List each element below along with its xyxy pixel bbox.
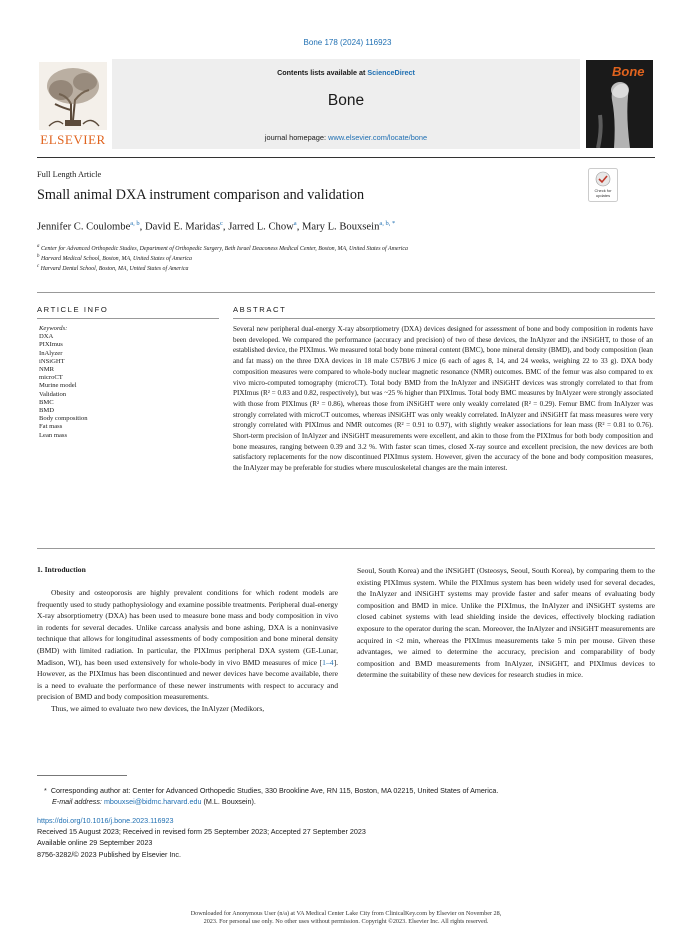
keyword: microCT bbox=[39, 374, 63, 382]
email-label: E-mail address: bbox=[52, 797, 102, 806]
download-line: 2023. For personal use only. No other uses without permission. Copyright ©2023. Elsevier Inc. All rights reserved. bbox=[203, 918, 489, 925]
keyword: Murine model bbox=[39, 382, 77, 390]
abstract-rule bbox=[233, 318, 655, 319]
intro-column-right bbox=[357, 565, 655, 681]
abstract-text: Several new peripheral dual-energy X-ray absorptiometry (DXA) devices designed for assessment of bone and body composition in rodents have been developed. We compared the performance (accuracy and precision) of two of these devices, the InAlyzer and the iNSiGHT, to those of an established device, the PIXImus. We measured total body bone mineral content (BMC), bone mineral density (BMD), and body composition (lean and fat mass) on the three DXA devices in 18 male C57Bl/6 J mice (6 each of ages 8, 14, and 24 weeks, weighing 22 to 33 g). DXA body composition measures were compared to whole-body nuclear magnetic resonance (NMR) outcomes. BMC of the femur was also compared to ex vivo micro-computed tomography (microCT). Total body BMD from the InAlyzer and iNSiGHT devices was strongly correlated to that from PIXImus (R² = 0.83 and 0.82, respectively), but was ~25 % higher than PIXImus. Total body BMC measures by InAlyzer were strongly associated with those from PIXImus (R² = 0.86), whereas those from iNSiGHT were only weakly correlated (R² = 0.29). Femur BMC from InAlyzer was strongly correlated with microCT outcomes, whereas iNSiGHT was only weakly correlated. InAlyzer and iNSiGHT fat mass measures were very strongly correlated with PIXImus and NMR outcomes (R² = 0.91 to 0.97), with slightly weaker associations for lean mass (R² = 0.81 to 0.76). Short-term precision of InAlyzer and iNSiGHT measurements were excellent, and akin to those from the PIXImus for both body composition and bone measures, ranging between 0.39 and 3.2 %. With faster scan times, closed X-ray source and excellent precision, the new devices are both satisfactory replacements for the now discontinued PIXImus system. However, given the accuracy of the bone and body composition measures, the InAlyzer may be preferable for studies where musculoskeletal changes are the main interest. bbox=[233, 325, 653, 473]
affiliation-sup: b bbox=[37, 254, 40, 259]
keyword: InAlyzer bbox=[39, 349, 63, 357]
intro-heading: 1. Introduction bbox=[37, 565, 86, 574]
affiliation bbox=[37, 254, 192, 262]
intro-paragraph: Seoul, South Korea) and the iNSiGHT (Osteosys, Seoul, South Korea), by comparing them to the existing PIXImus system. While the PIXImus system has been widely used for several decades, the InAlyzer and iNSiGHT systems may provide faster and safer means of evaluating body composition and BMD in mice. Unlike the PIXImus, the InAlyzer and iNSiGHT systems are closed cabinet systems with lead shielding inside the devices, effectively blocking radiation exposure to the operator during the scan. Moreover, the InAlyzer and iNSiGHT measurements are acquired in <2 min, whereas the PIXImus measurements take 5 min per mouse. Given these advantages, we aimed to determine the accuracy, precision and comparability of body composition and BMD measurements from InAlyzer, iNSiGHT, and PIXImus devices to determine the suitability of these new devices for research studies in mice. bbox=[357, 566, 655, 680]
keyword: iNSiGHT bbox=[39, 357, 65, 365]
author-sup[interactable]: a, b, * bbox=[379, 220, 396, 227]
email-link[interactable]: mbouxsei@bidmc.harvard.edu bbox=[103, 797, 202, 806]
contents-prefix: Contents lists available at bbox=[277, 68, 366, 77]
article-info-heading: ARTICLE INFO bbox=[37, 305, 109, 314]
author-name[interactable]: David E. Maridas bbox=[144, 221, 220, 233]
keyword: Validation bbox=[39, 390, 67, 398]
author-list bbox=[37, 220, 395, 233]
keyword: BMC bbox=[39, 398, 54, 406]
download-note bbox=[37, 910, 655, 926]
abstract-bottom-rule bbox=[37, 548, 655, 549]
publisher-name: ELSEVIER bbox=[40, 132, 106, 147]
journal-reference[interactable]: Bone 178 (2024) 116923 bbox=[303, 38, 392, 47]
keywords-list bbox=[39, 325, 88, 440]
keyword: NMR bbox=[39, 366, 55, 374]
footnote-star: * bbox=[44, 786, 47, 795]
header-rule bbox=[37, 157, 655, 158]
keyword: BMD bbox=[39, 407, 55, 415]
check-for-updates-badge-icon[interactable] bbox=[588, 168, 618, 202]
author-name[interactable]: Mary L. Bouxsein bbox=[301, 221, 380, 233]
homepage-line bbox=[112, 133, 580, 142]
affiliation-sup: a bbox=[37, 244, 40, 249]
keywords-label: Keywords: bbox=[39, 325, 68, 332]
intro-paragraph: Thus, we aimed to evaluate two new devices, the InAlyzer (Medikors, bbox=[51, 703, 265, 713]
copyright: 8756-3282/© 2023 Published by Elsevier Inc. bbox=[37, 849, 181, 859]
intro-paragraph bbox=[37, 587, 338, 703]
keyword: Lean mass bbox=[39, 431, 68, 439]
homepage-link[interactable]: www.elsevier.com/locate/bone bbox=[328, 133, 428, 142]
contents-line bbox=[112, 68, 580, 77]
affiliation bbox=[37, 244, 408, 252]
keyword: Body composition bbox=[39, 415, 88, 423]
footnote-text: Corresponding author at: Center for Advanced Orthopedic Studies, 330 Brookline Ave, RN 115, Boston, MA 02215, United States of America. bbox=[50, 786, 499, 795]
citation-link[interactable]: 1–4 bbox=[322, 657, 334, 667]
article-title: Small animal DXA instrument comparison and validation bbox=[37, 187, 365, 203]
keyword: DXA bbox=[39, 333, 54, 341]
author-name[interactable]: Jennifer C. Coulombe bbox=[37, 221, 131, 233]
homepage-prefix: journal homepage: bbox=[264, 133, 327, 142]
author-sup[interactable]: c bbox=[220, 220, 223, 227]
intro-text: Obesity and osteoporosis are highly prevalent conditions for which rodent models are frequently used to study pathophysiology and examine possible treatments. Peripheral dual-energy X-ray absorptiometry (DXA) has been used to measure bone mass and body composition in vivo in rodents for several decades. Unlike carcass analysis and bone ashing, DXA is a noninvasive technique that allows for longitudinal assessments of body composition and bone mineral density (BMD) with limited radiation. In particular, the PIXImus peripheral DXA system (GE-Lunar, Madison, WI), has been used extensively for whole-body in vivo BMD measures of mice [ bbox=[37, 588, 338, 667]
journal-name: Bone bbox=[327, 92, 365, 109]
author-name[interactable]: Jarred L. Chow bbox=[228, 221, 294, 233]
keyword: PIXImus bbox=[39, 341, 63, 349]
corresponding-author-footnote bbox=[44, 785, 498, 807]
sciencedirect-link[interactable]: ScienceDirect bbox=[367, 68, 415, 77]
article-type: Full Length Article bbox=[37, 170, 102, 179]
affiliation-text: Harvard Medical School, Boston, MA, United States of America bbox=[40, 255, 192, 262]
author-sup[interactable]: a bbox=[293, 220, 297, 227]
download-line: Downloaded for Anonymous User (n/a) at VA Medical Center Lake City from ClinicalKey.com by Elsevier on November 28, bbox=[190, 910, 502, 917]
received-dates: Received 15 August 2023; Received in revised form 25 September 2023; Accepted 27 September 2023 bbox=[37, 827, 366, 837]
author-separator: , bbox=[296, 221, 302, 233]
badge-line2: updates bbox=[595, 193, 611, 198]
available-online: Available online 29 September 2023 bbox=[37, 838, 153, 848]
article-info-rule bbox=[37, 318, 219, 319]
email-suffix: (M.L. Bouxsein). bbox=[203, 797, 256, 806]
section-rule bbox=[37, 292, 655, 293]
author-separator: , bbox=[139, 221, 145, 233]
badge-line1: Check for bbox=[594, 188, 612, 193]
affiliation-text: Harvard Dental School, Boston, MA, United States of America bbox=[40, 265, 189, 272]
publication-info bbox=[37, 815, 366, 860]
abstract-heading: ABSTRACT bbox=[233, 305, 287, 314]
author-sup[interactable]: a, b bbox=[130, 220, 140, 227]
keyword: Fat mass bbox=[39, 423, 63, 431]
footnote-rule bbox=[37, 775, 127, 776]
affiliation-text: Center for Advanced Orthopedic Studies, Department of Orthopedic Surgery, Beth Israel Deaconess Medical Center, Boston, MA, United States of America bbox=[40, 245, 408, 252]
intro-column-left bbox=[37, 587, 338, 715]
doi-link[interactable]: https://doi.org/10.1016/j.bone.2023.116923 bbox=[37, 816, 174, 825]
intro-text: ]. However, as the PIXImus has been discontinued and newer devices have become available, there is a need to evaluate the performance of these newer instruments with respect to accuracy and precision of BMD and body composition measurements. bbox=[37, 657, 338, 702]
affiliation bbox=[37, 264, 188, 272]
affiliation-sup: c bbox=[37, 264, 40, 269]
author-separator: , bbox=[222, 221, 229, 233]
cover-title: Bone bbox=[612, 64, 645, 79]
